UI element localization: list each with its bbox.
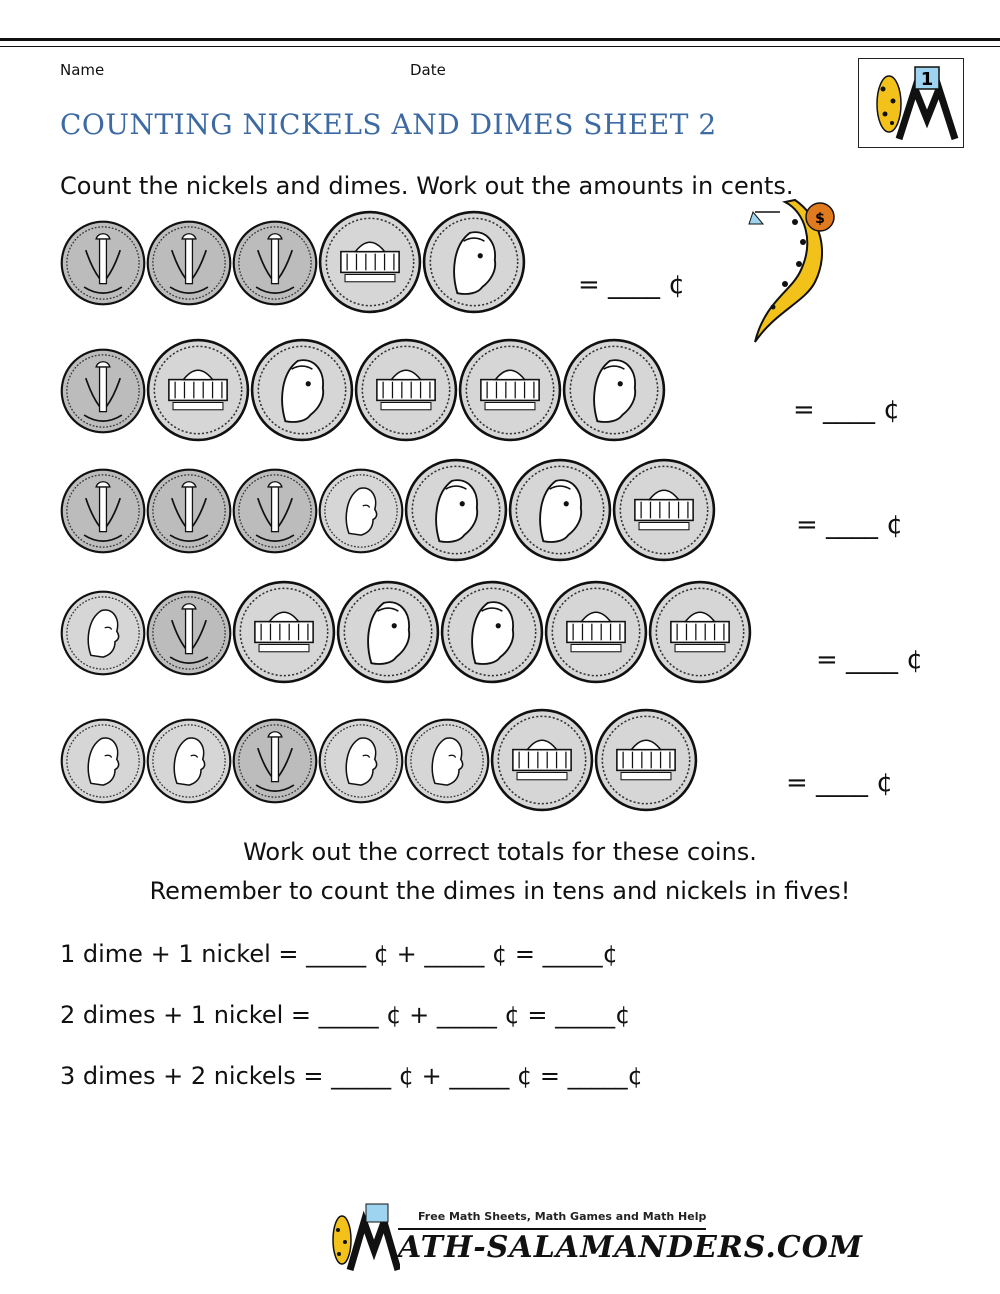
date-label: Date — [410, 61, 446, 79]
roosevelt-dime-icon — [318, 468, 404, 558]
monticello-nickel-icon — [458, 338, 562, 446]
grade-logo — [858, 58, 964, 148]
roosevelt-dime-icon — [318, 718, 404, 808]
grade-number: 1 — [920, 69, 934, 90]
problem-1: 1 dime + 1 nickel = _____ ¢ + _____ ¢ = _____¢ — [60, 940, 618, 968]
instruction: Count the nickels and dimes. Work out the amounts in cents. — [60, 172, 794, 200]
monticello-nickel-icon — [648, 580, 752, 688]
jefferson-nickel-icon — [404, 458, 508, 566]
name-label: Name — [60, 61, 105, 79]
totals-instruction-2: Remember to count the dimes in tens and nickels in fives! — [149, 877, 851, 905]
salamander-icon — [745, 192, 855, 357]
problem-2: 2 dimes + 1 nickel = _____ ¢ + _____ ¢ = _____¢ — [60, 1001, 631, 1029]
monticello-nickel-icon — [544, 580, 648, 688]
torch-dime-icon — [146, 220, 232, 310]
footer-site-name[interactable]: ATH-SALAMANDERS.COM — [398, 1230, 864, 1265]
jefferson-nickel-icon — [508, 458, 612, 566]
jefferson-nickel-icon — [440, 580, 544, 688]
salamander-logo-icon — [859, 59, 963, 147]
top-rule — [0, 38, 1000, 41]
torch-dime-icon — [146, 590, 232, 680]
torch-dime-icon — [60, 468, 146, 558]
torch-dime-icon — [232, 468, 318, 558]
jefferson-nickel-icon — [422, 210, 526, 318]
top-rule-thin — [0, 46, 1000, 47]
footer-salamander-logo-icon — [322, 1202, 400, 1272]
torch-dime-icon — [232, 718, 318, 808]
coin-row-answer: = ____ ¢ — [578, 270, 685, 300]
coin-row-answer: = ____ ¢ — [793, 395, 900, 425]
page-title: COUNTING NICKELS AND DIMES SHEET 2 — [60, 108, 717, 141]
coin-row-answer: = ____ ¢ — [816, 645, 923, 675]
torch-dime-icon — [146, 468, 232, 558]
problem-3: 3 dimes + 2 nickels = _____ ¢ + _____ ¢ = _____¢ — [60, 1062, 643, 1090]
roosevelt-dime-icon — [60, 590, 146, 680]
monticello-nickel-icon — [354, 338, 458, 446]
monticello-nickel-icon — [318, 210, 422, 318]
torch-dime-icon — [60, 348, 146, 438]
coin-row-answer: = ____ ¢ — [796, 510, 903, 540]
roosevelt-dime-icon — [404, 718, 490, 808]
totals-instruction-1: Work out the correct totals for these coins. — [243, 838, 757, 866]
monticello-nickel-icon — [232, 580, 336, 688]
monticello-nickel-icon — [146, 338, 250, 446]
monticello-nickel-icon — [612, 458, 716, 566]
roosevelt-dime-icon — [146, 718, 232, 808]
svg-text:$: $ — [815, 211, 825, 227]
jefferson-nickel-icon — [336, 580, 440, 688]
roosevelt-dime-icon — [60, 718, 146, 808]
monticello-nickel-icon — [594, 708, 698, 816]
torch-dime-icon — [60, 220, 146, 310]
torch-dime-icon — [232, 220, 318, 310]
jefferson-nickel-icon — [562, 338, 666, 446]
monticello-nickel-icon — [490, 708, 594, 816]
footer-tagline: Free Math Sheets, Math Games and Math Help — [418, 1210, 707, 1223]
jefferson-nickel-icon — [250, 338, 354, 446]
coin-row-answer: = ____ ¢ — [786, 768, 893, 798]
